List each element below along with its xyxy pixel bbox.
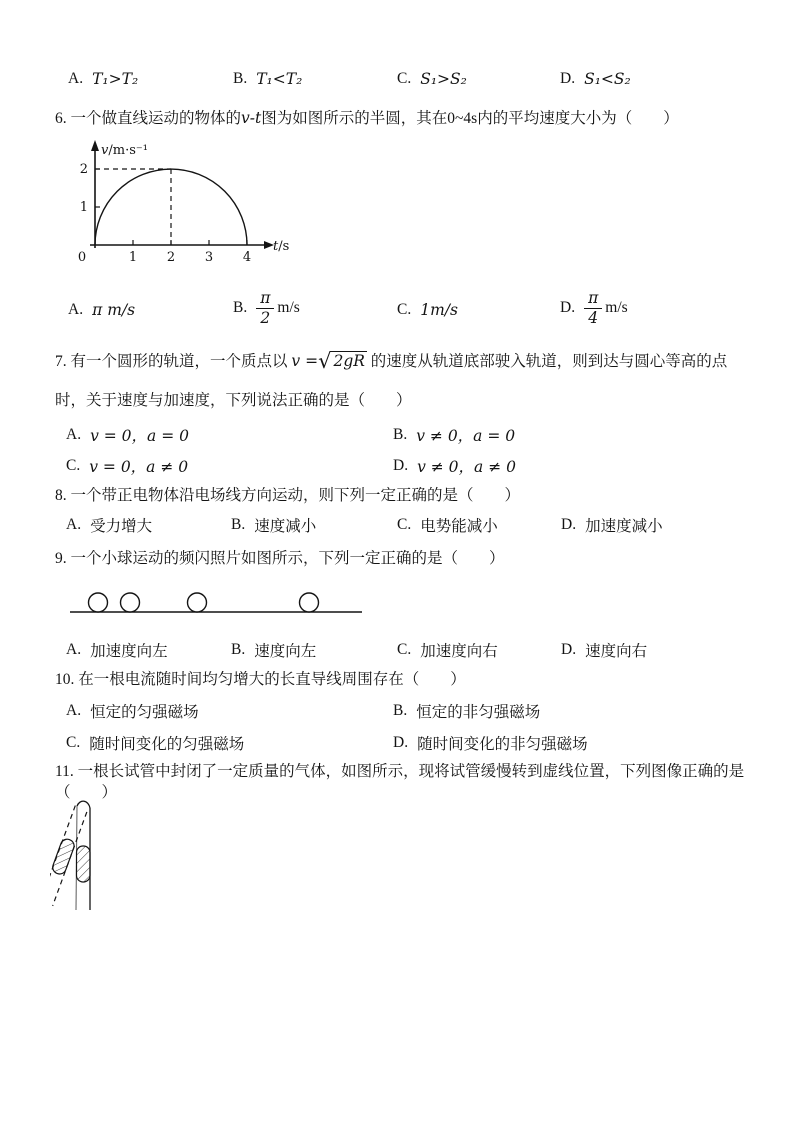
radicand: 2gR [333,352,365,370]
q11-stem: 11. 一根长试管中封闭了一定质量的气体，如图所示，现将试管缓慢转到虚线位置，下列图像正确的是（ ） [55,763,745,801]
q7-option-d: D. v ≠ 0，a ≠ 0 [393,457,516,476]
time-range: 0~4s [447,110,478,127]
radical-sign: √ [318,349,332,373]
q5-options-row [0,70,793,94]
x-tick-label: 3 [204,250,214,265]
q7-options-row-1 [0,424,793,448]
q6-stem: 6. 一个做直线运动的物体的v-t图为如图所示的半圆，其在0~4s内的平均速度大小为（ ） [55,109,679,127]
q7-option-c: C. v = 0，a ≠ 0 [66,457,189,476]
fraction: $\frac{\pi}{2}$ [256,290,274,326]
y-axis-arrow-icon [91,140,99,151]
q5-option-b: B. T₁<T₂ [233,70,303,88]
q9-option-d: D. 速度向右 [561,641,648,660]
y-tick-label: 2 [79,162,88,177]
q10-option-b: B. 恒定的非匀强磁场 [393,702,541,721]
x-tick-label: 4 [242,250,252,265]
x-tick-label: 2 [166,250,176,265]
q7-option-b: B. v ≠ 0，a = 0 [393,426,516,445]
q10-option-a: A. 恒定的匀强磁场 [66,702,199,721]
q10-option-c: C. 随时间变化的匀强磁场 [66,734,245,753]
q5-option-a: A. T₁>T₂ [68,70,139,88]
tube-cap [77,801,90,808]
liquid-plug-initial [77,846,91,882]
formula-lhs: v = [291,352,319,370]
strobe-figure [65,587,375,619]
y-axis-label: v/m·s⁻¹ [101,143,148,158]
q9-options-row [0,639,793,663]
q8-option-a: A. 受力增大 [66,516,153,535]
x-axis-label: t/s [273,239,290,254]
q8-stem: 8. 一个带正电物体沿电场线方向运动，则下列一定正确的是（ ） [55,487,521,504]
q7-stem: 7. 有一个圆形的轨道，一个质点以 v =√ 2gR 的速度从轨道底部驶入轨道，则到达与圆心等高的点时，关于速度与加速度，下列说法正确的是（ ） [55,349,728,409]
y-tick-label: 1 [79,200,88,215]
q10-option-d: D. 随时间变化的非匀强磁场 [393,734,588,753]
q9-option-c: C. 加速度向右 [397,641,498,660]
ball-flash [121,593,140,612]
q10-options-row-2 [0,732,793,756]
vt-graph [60,139,305,271]
q6-option-c: C. 1m/s [397,301,458,319]
q10-stem: 10. 在一根电流随时间均匀增大的长直导线周围存在（ ） [55,671,466,688]
q8-option-c: C. 电势能减小 [397,516,498,535]
fraction: $\frac{\pi}{4}$ [584,290,602,326]
q7-option-a: A. v = 0，a = 0 [66,426,189,445]
q5-option-d: D. S₁<S₂ [560,70,631,88]
origin-label: 0 [77,250,87,265]
q8-option-b: B. 速度减小 [231,516,317,535]
ball-flash [188,593,207,612]
tilted-tube-figure [50,788,180,943]
q6-option-a: A. π m/s [68,301,136,319]
x-tick-label: 1 [128,250,138,265]
q10-options-row-1 [0,700,793,724]
q9-stem: 9. 一个小球运动的频闪照片如图所示，下列一定正确的是（ ） [55,550,505,567]
q6-options-row [0,285,793,331]
ball-flash [89,593,108,612]
q5-option-c: C. S₁>S₂ [397,70,467,88]
q9-option-a: A. 加速度向左 [66,641,168,660]
q8-option-d: D. 加速度减小 [561,516,663,535]
q9-option-b: B. 速度向左 [231,641,317,660]
vt-symbol: v-t [241,109,262,127]
q7-options-row-2 [0,455,793,479]
liquid-plug-virtual [51,837,76,875]
q8-options-row [0,514,793,538]
q6-option-d: D. $\frac{\pi}{4}$ m/s [560,289,628,327]
ball-flash [300,593,319,612]
tube-initial [76,801,90,910]
q6-option-b: B. $\frac{\pi}{2}$ m/s [233,289,300,327]
